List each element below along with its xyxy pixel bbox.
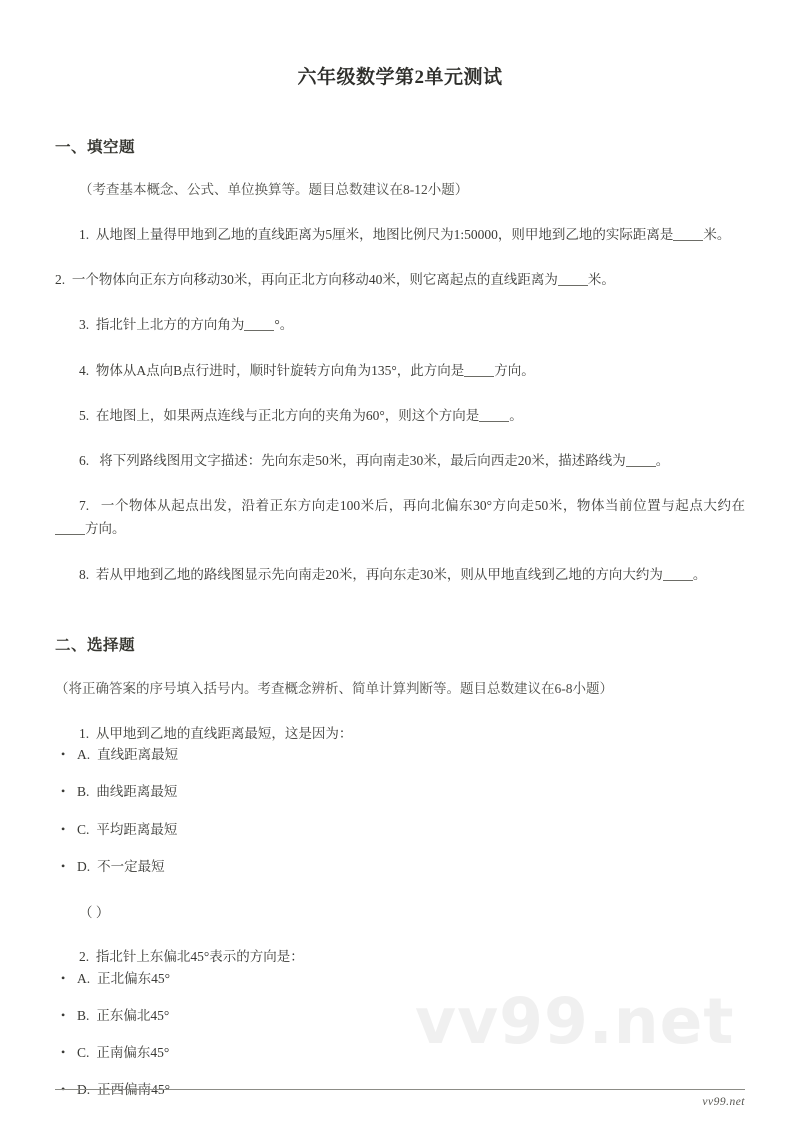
section-heading-multiple-choice: 二、选择题 bbox=[55, 636, 136, 654]
question-fill-1-blank[interactable] bbox=[673, 240, 703, 241]
question-fill-5-number: 5. bbox=[79, 407, 90, 423]
question-fill-5 bbox=[55, 382, 745, 427]
answer-bracket-choice-1[interactable]: （ ） bbox=[79, 905, 110, 921]
option-choice-1-a-text: 直线距离最短 bbox=[97, 747, 179, 763]
option-choice-1-c-label: C. bbox=[77, 821, 90, 837]
page-footer bbox=[55, 1089, 745, 1108]
option-choice-1-d[interactable] bbox=[55, 857, 745, 877]
option-choice-2-c-label: C. bbox=[77, 1045, 90, 1060]
question-fill-2-blank[interactable] bbox=[558, 285, 588, 286]
option-choice-2-c-text: 正南偏东45° bbox=[96, 1045, 170, 1060]
question-fill-4-text-before: 物体从A点向B点行进时，顺时针旋转方向角为135°，此方向是 bbox=[95, 362, 465, 378]
question-fill-3-blank[interactable] bbox=[244, 330, 274, 331]
option-choice-1-d-text: 不一定最短 bbox=[97, 858, 165, 874]
question-fill-6-blank[interactable] bbox=[626, 466, 656, 467]
option-choice-1-b-label: B. bbox=[77, 784, 90, 800]
question-fill-7-text-after: 方向。 bbox=[85, 521, 126, 537]
document-content bbox=[40, 0, 760, 1101]
option-choice-1-a[interactable] bbox=[55, 745, 745, 765]
question-fill-2-text-after: 米。 bbox=[587, 272, 615, 288]
question-fill-4-text-after: 方向。 bbox=[494, 362, 535, 378]
option-choice-1-b[interactable] bbox=[55, 782, 745, 802]
question-fill-1 bbox=[55, 201, 745, 246]
question-fill-8-text-before: 若从甲地到乙地的路线图显示先向南走20米，再向东走30米，则从甲地直线到乙地的方向大约为 bbox=[95, 566, 663, 582]
question-fill-5-text-before: 在地图上，如果两点连线与正北方向的夹角为60°，则这个方向是 bbox=[95, 407, 480, 423]
question-fill-8-number: 8. bbox=[79, 566, 90, 582]
option-choice-2-b-text: 正东偏北45° bbox=[96, 1007, 170, 1023]
question-fill-7 bbox=[55, 472, 745, 540]
option-choice-2-c[interactable] bbox=[55, 1043, 745, 1063]
option-choice-1-d-label: D. bbox=[77, 858, 91, 874]
footer-site-label: vv99.net bbox=[702, 1096, 745, 1108]
question-fill-4-number: 4. bbox=[79, 362, 90, 378]
question-choice-1 bbox=[55, 700, 745, 745]
option-choice-1-c[interactable] bbox=[55, 820, 745, 840]
question-fill-6-text-before: 将下列路线图用文字描述：先向东走50米，再向南走30米，最后向西走20米，描述路线为 bbox=[99, 453, 626, 469]
question-fill-6-text-after: 。 bbox=[655, 453, 670, 469]
question-fill-8-text-after: 。 bbox=[692, 566, 707, 582]
question-fill-1-number: 1. bbox=[79, 226, 90, 242]
question-fill-7-number: 7. bbox=[79, 498, 90, 514]
options-list-choice-2 bbox=[55, 969, 745, 1101]
question-fill-2-number: 2. bbox=[55, 272, 66, 288]
option-choice-1-c-text: 平均距离最短 bbox=[96, 821, 178, 837]
question-fill-3-text-before: 指北针上北方的方向角为 bbox=[95, 317, 245, 333]
page-title: 六年级数学第2单元测试 bbox=[297, 67, 503, 88]
option-choice-2-b-label: B. bbox=[77, 1007, 90, 1023]
question-choice-1-text: 从甲地到乙地的直线距离最短，这是因为： bbox=[95, 725, 353, 741]
option-choice-1-a-label: A. bbox=[77, 747, 91, 763]
watermark-vv99: vv99.net bbox=[415, 985, 735, 1058]
question-fill-5-blank[interactable] bbox=[479, 421, 509, 422]
question-choice-1-number: 1. bbox=[79, 725, 90, 741]
question-fill-8-blank[interactable] bbox=[663, 580, 693, 581]
question-fill-2-text-before: 一个物体向正东方向移动30米，再向正北方向移动40米，则它离起点的直线距离为 bbox=[71, 272, 558, 288]
options-list-choice-1 bbox=[55, 745, 745, 877]
question-fill-1-text-before: 从地图上量得甲地到乙地的直线距离为5厘米，地图比例尺为1:50000，则甲地到乙地的实际距离是 bbox=[95, 226, 674, 242]
option-choice-2-b[interactable] bbox=[55, 1006, 745, 1026]
question-fill-2 bbox=[55, 246, 745, 291]
question-fill-1-text-after: 米。 bbox=[703, 226, 731, 242]
option-choice-2-d-text: 正西偏南45° bbox=[97, 1082, 171, 1098]
question-fill-4-blank[interactable] bbox=[464, 376, 494, 377]
section-heading-fill-in-blank: 一、填空题 bbox=[55, 139, 136, 156]
question-choice-2-number: 2. bbox=[79, 949, 90, 965]
question-fill-5-text-after: 。 bbox=[509, 407, 523, 423]
option-choice-2-d-label: D. bbox=[77, 1082, 91, 1098]
option-choice-2-a[interactable] bbox=[55, 969, 745, 989]
question-fill-6 bbox=[55, 427, 745, 472]
question-fill-8 bbox=[55, 541, 745, 586]
question-fill-4 bbox=[55, 337, 745, 382]
option-choice-1-b-text: 曲线距离最短 bbox=[96, 784, 178, 800]
question-fill-7-blank[interactable] bbox=[55, 534, 85, 535]
section2-note: （将正确答案的序号填入括号内。考查概念辨析、简单计算判断等。题目总数建议在6-8小题） bbox=[55, 680, 613, 696]
option-choice-2-a-label: A. bbox=[77, 970, 91, 986]
question-fill-3-text-after: °。 bbox=[274, 317, 294, 333]
question-choice-2-text: 指北针上东偏北45°表示的方向是： bbox=[95, 949, 304, 965]
question-fill-3 bbox=[55, 291, 745, 336]
question-fill-7-text-before: 一个物体从起点出发，沿着正东方向走100米后，再向北偏东30°方向走50米，物体当前位置与起点大约在 bbox=[100, 498, 745, 514]
footer-divider bbox=[55, 1089, 745, 1090]
question-fill-6-number: 6. bbox=[79, 453, 90, 469]
option-choice-2-a-text: 正北偏东45° bbox=[97, 970, 171, 986]
section1-note: （考查基本概念、公式、单位换算等。题目总数建议在8-12小题） bbox=[79, 182, 469, 197]
question-choice-2 bbox=[55, 923, 745, 968]
question-fill-3-number: 3. bbox=[79, 317, 90, 333]
